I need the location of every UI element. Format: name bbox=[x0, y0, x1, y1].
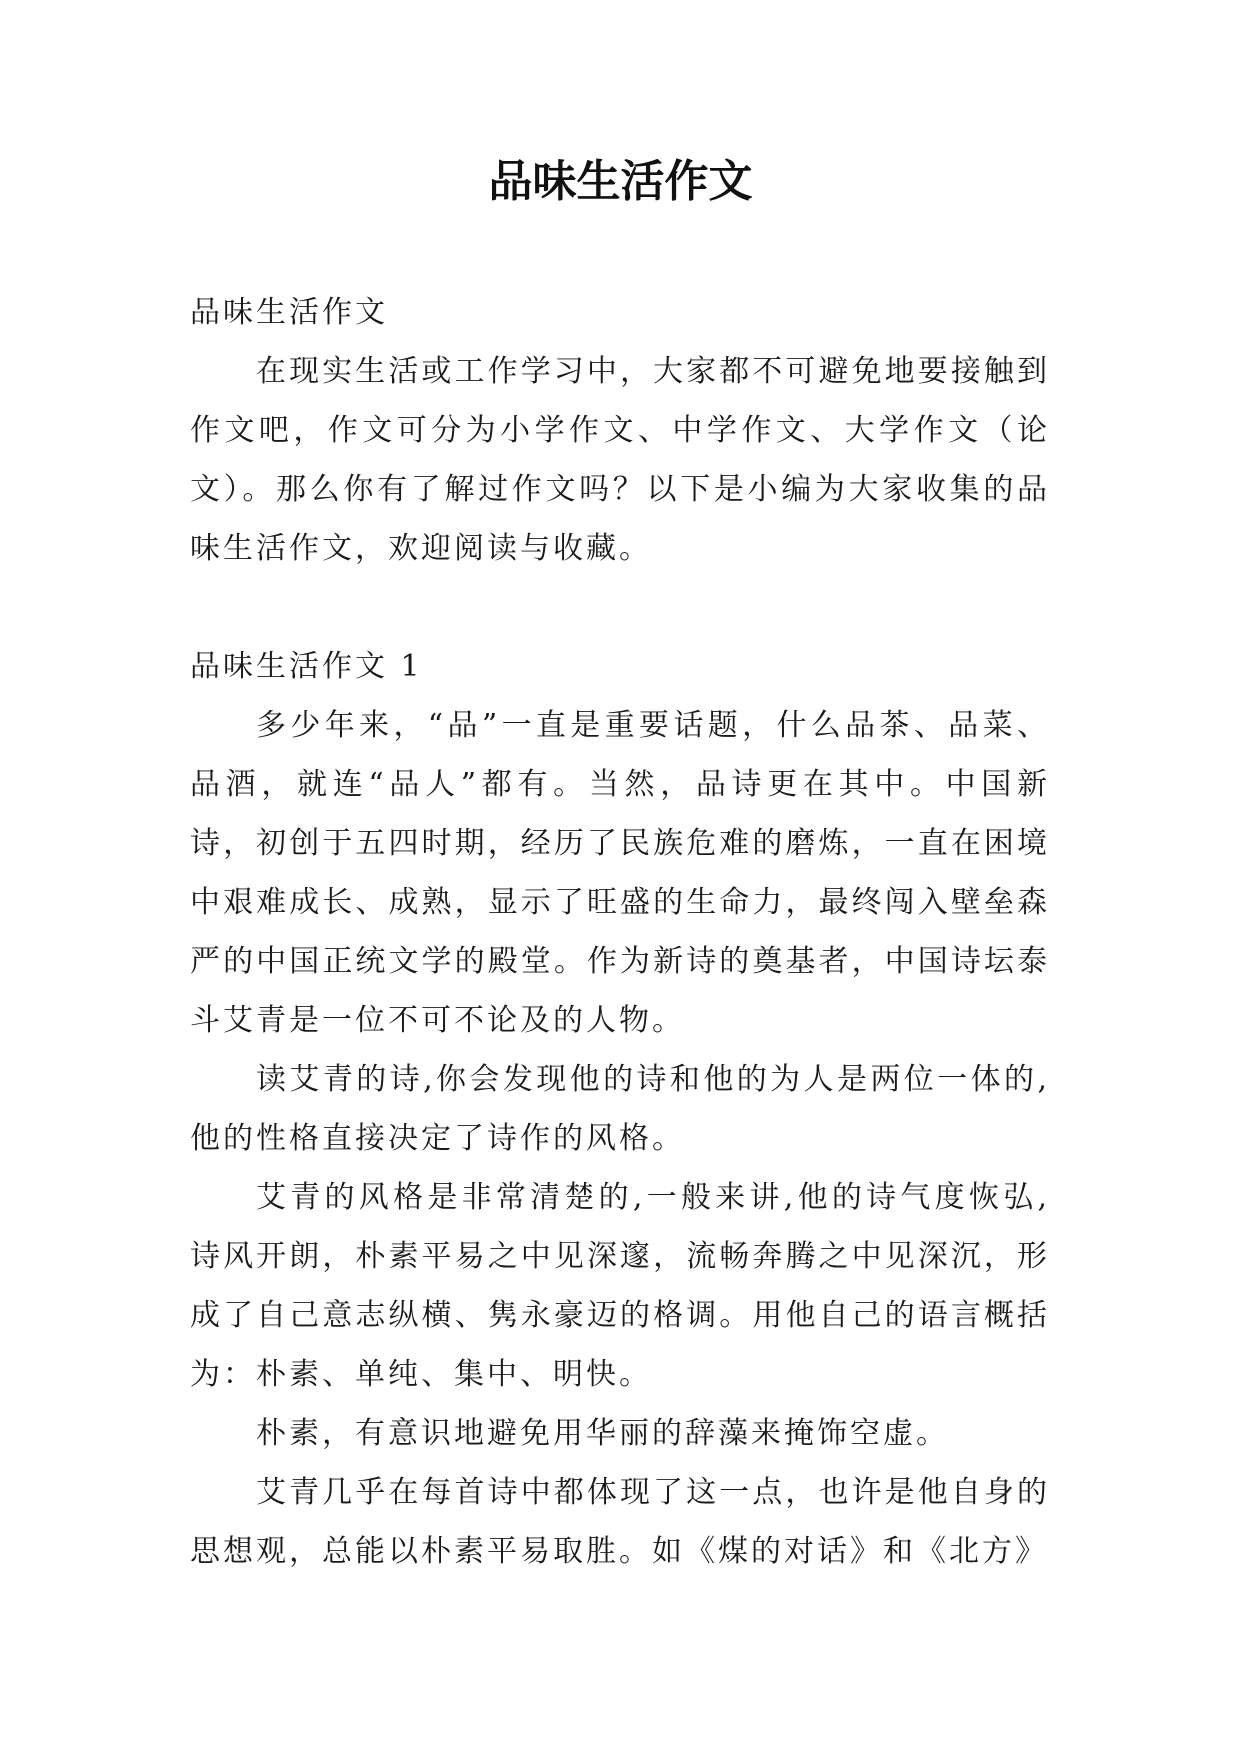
intro-paragraph: 在现实生活或工作学习中，大家都不可避免地要接触到作文吧，作文可分为小学作文、中学作文、大学作文（论文）。那么你有了解过作文吗？以下是小编为大家收集的品味生活作文，欢迎阅读与收藏。 bbox=[190, 354, 1050, 566]
intro-heading: 品味生活作文 bbox=[190, 295, 388, 330]
section-spacer bbox=[190, 578, 1050, 637]
document-title: 品味生活作文 bbox=[488, 156, 753, 207]
section1-paragraph-4: 朴素，有意识地避免用华丽的辞藻来掩饰空虚。 bbox=[256, 1416, 949, 1451]
section1-paragraph-5: 艾青几乎在每首诗中都体现了这一点，也许是他自身的思想观，总能以朴素平易取胜。如《煤的对话》和《北方》 bbox=[190, 1475, 1050, 1569]
section1-heading: 品味生活作文 1 bbox=[190, 649, 423, 684]
document-body bbox=[190, 283, 1050, 1581]
section1-paragraph-1: 多少年来，“品”一直是重要话题，什么品茶、品菜、品酒，就连“品人”都有。当然，品诗更在其中。中国新诗，初创于五四时期，经历了民族危难的磨炼，一直在困境中艰难成长、成熟，显示了旺盛的生命力，最终闯入壁垒森严的中国正统文学的殿堂。作为新诗的奠基者，中国诗坛泰斗艾青是一位不可不论及的人物。 bbox=[190, 708, 1050, 1038]
section1-paragraph-3: 艾青的风格是非常清楚的,一般来讲,他的诗气度恢弘,诗风开朗，朴素平易之中见深邃，流畅奔腾之中见深沉，形成了自己意志纵横、隽永豪迈的格调。用他自己的语言概括为：朴素、单纯、集中、明快。 bbox=[190, 1180, 1050, 1392]
section1-paragraph-2: 读艾青的诗,你会发现他的诗和他的为人是两位一体的,他的性格直接决定了诗作的风格。 bbox=[190, 1062, 1050, 1156]
